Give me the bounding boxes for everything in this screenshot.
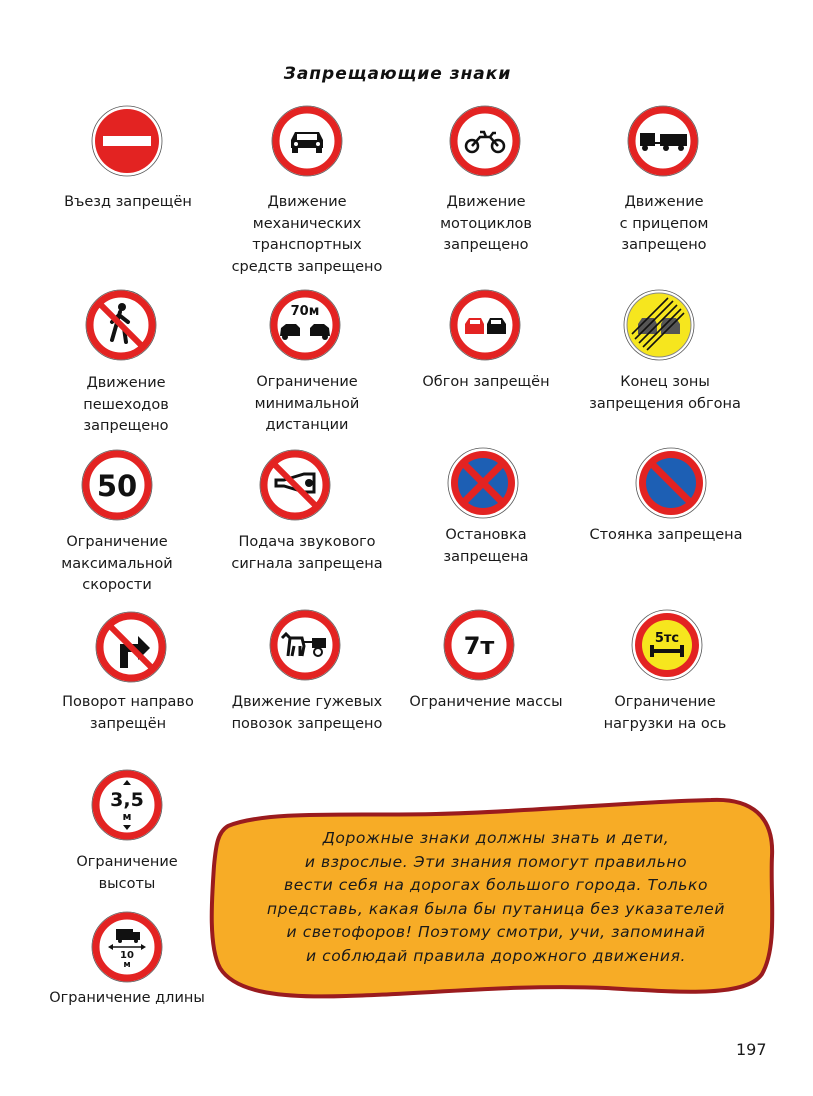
sign-caption: Ограничение нагрузки на ось xyxy=(603,694,727,732)
speed-limit-icon xyxy=(80,448,154,522)
sign-caption: Ограничение массы xyxy=(409,694,563,710)
page-title: Запрещающие знаки xyxy=(283,64,512,84)
length-limit-icon xyxy=(90,910,164,984)
minimum-distance-icon xyxy=(268,288,342,362)
sign-caption: Ограничение максимальной скорости xyxy=(61,534,173,593)
svg-text:10: 10 xyxy=(120,950,134,961)
no-parking-icon xyxy=(634,446,708,520)
no-motorcycles-icon xyxy=(448,104,522,178)
no-horse-carts-icon xyxy=(268,608,342,682)
end-no-overtaking-icon xyxy=(622,288,696,362)
no-pedestrians-icon xyxy=(84,288,158,362)
svg-text:70м: 70м xyxy=(290,304,320,319)
sign-caption: Обгон запрещён xyxy=(422,374,550,390)
sign-caption: Поворот направо запрещён xyxy=(62,694,194,732)
sign-caption: Ограничение минимальной дистанции xyxy=(254,374,360,433)
sign-caption: Движение пешеходов запрещено xyxy=(83,375,169,434)
axle-load-limit-icon xyxy=(630,608,704,682)
sign-caption: Ограничение высоты xyxy=(76,854,178,892)
svg-text:м: м xyxy=(122,810,132,823)
svg-text:м: м xyxy=(123,960,131,970)
page-number: 197 xyxy=(736,1040,767,1059)
svg-text:7т: 7т xyxy=(463,632,495,660)
sign-caption: Подача звукового сигнала запрещена xyxy=(231,534,383,572)
sign-caption: Стоянка запрещена xyxy=(589,527,743,543)
svg-text:5тс: 5тс xyxy=(654,631,680,646)
no-stopping-icon xyxy=(446,446,520,520)
sign-caption: Движение гужевых повозок запрещено xyxy=(231,694,383,732)
no-motor-vehicles-icon xyxy=(270,104,344,178)
sign-caption: Ограничение длины xyxy=(49,990,205,1006)
no-entry-icon xyxy=(90,104,164,178)
sign-caption: Движение мотоциклов запрещено xyxy=(440,194,532,253)
svg-text:3,5: 3,5 xyxy=(110,789,144,811)
sign-caption: Въезд запрещён xyxy=(64,194,192,210)
sign-caption: Остановка запрещена xyxy=(443,527,529,565)
sign-caption: Движение с прицепом запрещено xyxy=(619,194,709,253)
info-note-text: Дорожные знаки должны знать и дети, и взрослые. Эти знания помогут правильно вести себя на дорогах большого города. Только представь, какая была бы путаница без указателей и светофоров! Поэтому смотри, учи, запоминай и соблюдай правила дорожного движения. xyxy=(266,829,726,965)
weight-limit-icon xyxy=(442,608,516,682)
sign-caption: Движение механических транспортных средств запрещено xyxy=(231,194,383,275)
svg-text:50: 50 xyxy=(96,469,138,503)
no-right-turn-icon xyxy=(94,610,168,684)
height-limit-icon xyxy=(90,768,164,842)
sign-caption: Конец зоны запрещения обгона xyxy=(589,374,741,412)
no-overtaking-icon xyxy=(448,288,522,362)
no-trailers-icon xyxy=(626,104,700,178)
no-horn-icon xyxy=(258,448,332,522)
